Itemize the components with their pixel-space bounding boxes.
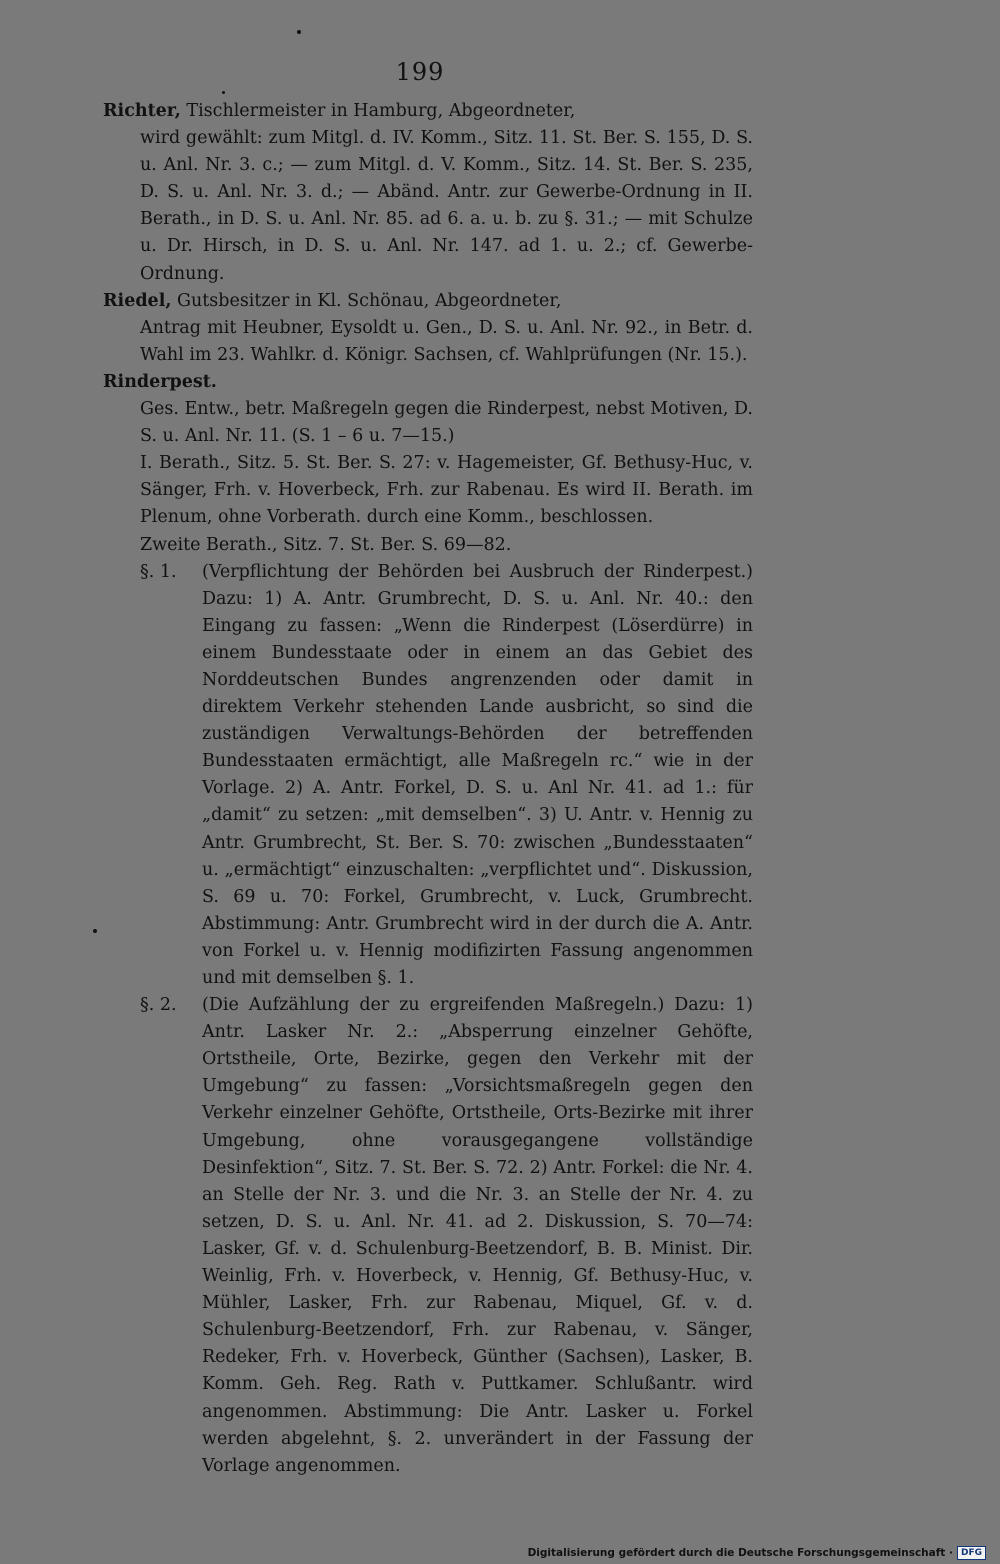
entry-body-riedel: Antrag mit Heubner, Eysoldt u. Gen., D. S. u. Anl. Nr. 92., in Betr. d. Wahl im 23. Wahlkr. d. Königr. Sachsen, cf. Wahlprüfungen (Nr. 15.).	[140, 317, 753, 365]
page-number: 199	[395, 58, 445, 86]
entry-desc-riedel: Gutsbesitzer in Kl. Schönau, Abgeordneter,	[171, 290, 562, 311]
speck-mark	[297, 30, 301, 34]
section-paragraph-1	[140, 559, 753, 993]
section-label: §. 2.	[140, 995, 177, 1016]
speck-mark	[222, 91, 225, 94]
entry-head-riedel: Riedel,	[103, 290, 172, 311]
rinderpest-paragraph-2: I. Berath., Sitz. 5. St. Ber. S. 27: v. Hagemeister, Gf. Bethusy-Huc, v. Sänger, Frh. v. Hoverbeck, Frh. zur Rabenau. Es wird II. Berath. im Plenum, ohne Vorberath. durch eine Komm., beschlossen.	[140, 453, 753, 528]
index-text	[103, 98, 753, 1480]
dfg-logo: DFG	[957, 1546, 986, 1560]
entry-richter-heading	[103, 98, 753, 125]
rinderpest-paragraph-1: Ges. Entw., betr. Maßregeln gegen die Rinderpest, nebst Motiven, D. S. u. Anl. Nr. 11. (S. 1 – 6 u. 7—15.)	[140, 399, 753, 447]
section-body: (Die Aufzählung der zu ergreifenden Maßregeln.) Dazu: 1) Antr. Lasker Nr. 2.: „Absperrung einzelner Gehöfte, Ortstheile, Orte, Bezirke, gegen den Verkehr mit der Umgebung“ zu fassen: „Vorsichtsmaßregeln gegen den Verkehr einzelner Gehöfte, Ortstheile, Orts-Bezirke mit ihrer Umgebung, ohne vorausgegangene vollständige Desinfektion“, Sitz. 7. St. Ber. S. 72. 2) Antr. Forkel: die Nr. 4. an Stelle der Nr. 3. und die Nr. 3. an Stelle der Nr. 4. zu setzen, D. S. u. Anl. Nr. 41. ad 2. Diskussion, S. 70—74: Lasker, Gf. v. d. Schulenburg-Beetzendorf, B. B. Minist. Dir. Weinlig, Frh. v. Hoverbeck, v. Hennig, Gf. Bethusy-Huc, v. Mühler, Lasker, Frh. zur Rabenau, Miquel, Gf. v. d. Schulenburg-Beetzendorf, Frh. zur Rabenau, v. Sänger, Redeker, Frh. v. Hoverbeck, Günther (Sachsen), Lasker, B. Komm. Geh. Reg. Rath v. Puttkamer. Schlußantr. wird angenommen. Abstimmung: Die Antr. Lasker u. Forkel werden abgelehnt, §. 2. unverändert in der Fassung der Vorlage angenommen.	[202, 995, 753, 1476]
section-label: §. 1.	[140, 561, 177, 582]
rinderpest-paragraph-3: Zweite Berath., Sitz. 7. St. Ber. S. 69—82.	[140, 534, 512, 555]
section-paragraph-2	[140, 992, 753, 1480]
speck-mark	[93, 929, 97, 933]
entry-desc-richter: Tischlermeister in Hamburg, Abgeordneter,	[180, 101, 576, 121]
entry-head-rinderpest: Rinderpest.	[103, 371, 217, 392]
footer-text: Digitalisierung gefördert durch die Deutsche Forschungsgemeinschaft ·	[527, 1547, 953, 1559]
entry-body-richter: wird gewählt: zum Mitgl. d. IV. Komm., Sitz. 11. St. Ber. S. 155, D. S. u. Anl. Nr. 3. c.; — zum Mitgl. d. V. Komm., Sitz. 14. St. Ber. S. 235, D. S. u. Anl. Nr. 3. d.; — Abänd. Antr. zur Gewerbe-Ordnung in II. Berath., in D. S. u. Anl. Nr. 85. ad 6. a. u. b. zu §. 31.; — mit Schulze u. Dr. Hirsch, in D. S. u. Anl. Nr. 147. ad 1. u. 2.; cf. Gewerbe-Ordnung.	[140, 128, 753, 284]
section-body: (Verpflichtung der Behörden bei Ausbruch der Rinderpest.) Dazu: 1) A. Antr. Grumbrecht, D. S. u. Anl. Nr. 40.: den Eingang zu fassen: „Wenn die Rinderpest (Löserdürre) in einem Bundesstaate oder in einem an das Gebiet des Norddeutschen Bundes angrenzenden oder damit in direktem Verkehr stehenden Lande ausbricht, so sind die zuständigen Verwaltungs-Behörden der betreffenden Bundesstaaten ermächtigt, alle Maßregeln rc.“ wie in der Vorlage. 2) A. Antr. Forkel, D. S. u. Anl Nr. 41. ad 1.: für „damit“ zu setzen: „mit demselben“. 3) U. Antr. v. Hennig zu Antr. Grumbrecht, St. Ber. S. 70: zwischen „Bundesstaaten“ u. „ermächtigt“ einzuschalten: „verpflichtet und“. Diskussion, S. 69 u. 70: Forkel, Grumbrecht, v. Luck, Grumbrecht. Abstimmung: Antr. Grumbrecht wird in der durch die A. Antr. von Forkel u. v. Hennig modifizirten Fassung angenommen und mit demselben §. 1.	[202, 561, 753, 988]
entry-riedel-heading	[103, 288, 753, 315]
entry-head-richter: Richter,	[103, 101, 181, 121]
digitization-footer	[528, 1546, 986, 1560]
